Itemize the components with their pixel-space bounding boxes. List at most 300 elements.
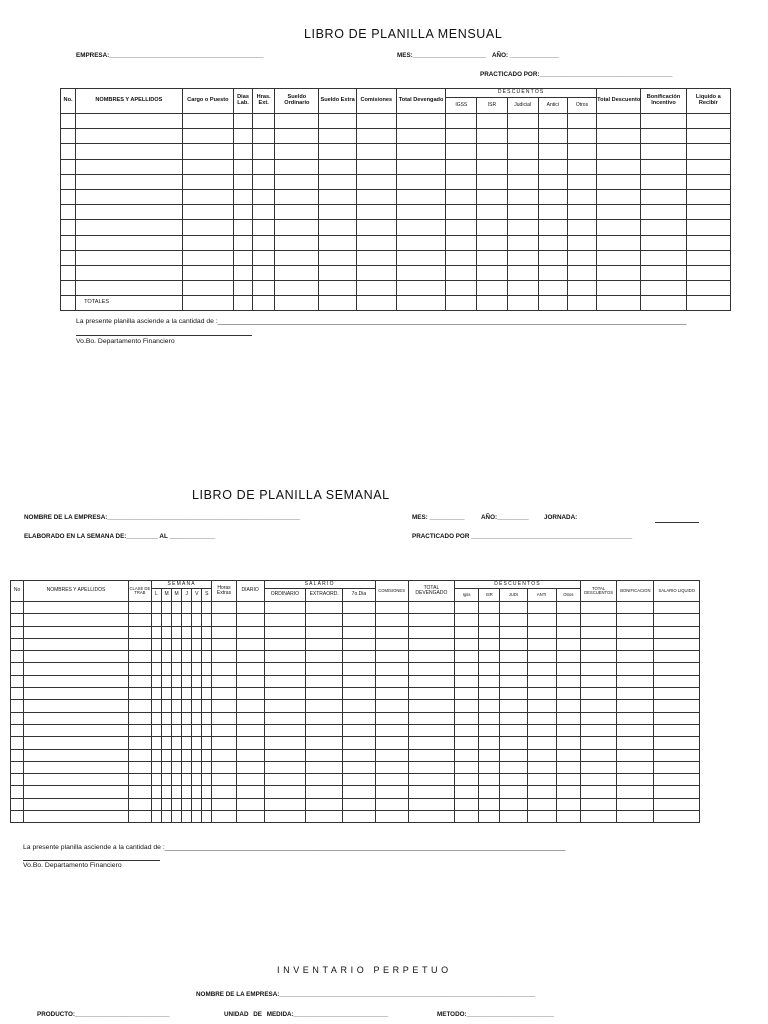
mensual-anio-field[interactable]: AÑO: ______________ xyxy=(492,52,559,59)
table-cell[interactable] xyxy=(182,114,233,129)
table-cell[interactable] xyxy=(500,638,527,650)
table-cell[interactable] xyxy=(151,626,161,638)
table-cell[interactable] xyxy=(234,205,253,220)
table-cell[interactable] xyxy=(275,220,319,235)
table-cell[interactable] xyxy=(234,281,253,296)
table-cell[interactable] xyxy=(408,651,454,663)
table-cell[interactable] xyxy=(686,235,730,250)
table-cell[interactable] xyxy=(24,786,129,798)
table-cell[interactable] xyxy=(182,614,192,626)
table-cell[interactable] xyxy=(319,250,356,265)
table-cell[interactable] xyxy=(162,663,172,675)
table-cell[interactable] xyxy=(343,626,375,638)
table-cell[interactable] xyxy=(162,700,172,712)
table-cell[interactable] xyxy=(182,220,233,235)
table-cell[interactable] xyxy=(162,651,172,663)
table-cell[interactable] xyxy=(24,626,129,638)
table-cell[interactable] xyxy=(76,189,183,204)
table-cell[interactable] xyxy=(375,638,408,650)
table-cell[interactable] xyxy=(24,688,129,700)
table-cell[interactable] xyxy=(162,749,172,761)
table-cell[interactable] xyxy=(455,724,479,736)
table-cell[interactable] xyxy=(686,144,730,159)
table-cell[interactable] xyxy=(597,220,641,235)
table-cell[interactable] xyxy=(61,265,76,280)
table-cell[interactable] xyxy=(375,651,408,663)
table-cell[interactable] xyxy=(11,675,24,687)
table-cell[interactable] xyxy=(597,114,641,129)
table-cell[interactable] xyxy=(527,614,556,626)
table-cell[interactable] xyxy=(172,786,182,798)
table-cell[interactable] xyxy=(408,798,454,810)
table-cell[interactable] xyxy=(172,602,182,614)
table-cell[interactable] xyxy=(641,159,686,174)
table-cell[interactable] xyxy=(128,811,151,823)
table-cell[interactable] xyxy=(11,761,24,773)
table-cell[interactable] xyxy=(654,798,700,810)
table-cell[interactable] xyxy=(264,688,305,700)
table-cell[interactable] xyxy=(343,712,375,724)
table-cell[interactable] xyxy=(162,737,172,749)
table-cell[interactable] xyxy=(507,144,538,159)
table-cell[interactable] xyxy=(61,281,76,296)
table-cell[interactable] xyxy=(61,114,76,129)
table-cell[interactable] xyxy=(538,235,567,250)
table-cell[interactable] xyxy=(597,189,641,204)
table-cell[interactable] xyxy=(617,638,654,650)
table-cell[interactable] xyxy=(580,712,616,724)
table-cell[interactable] xyxy=(264,786,305,798)
table-cell[interactable] xyxy=(654,700,700,712)
table-cell[interactable] xyxy=(319,129,356,144)
table-cell[interactable] xyxy=(580,700,616,712)
table-cell[interactable] xyxy=(567,129,596,144)
table-cell[interactable] xyxy=(343,749,375,761)
table-cell[interactable] xyxy=(455,700,479,712)
table-cell[interactable] xyxy=(182,712,192,724)
table-cell[interactable] xyxy=(264,663,305,675)
table-cell[interactable] xyxy=(455,811,479,823)
table-cell[interactable] xyxy=(375,774,408,786)
table-cell[interactable] xyxy=(556,614,580,626)
table-cell[interactable] xyxy=(500,724,527,736)
table-cell[interactable] xyxy=(192,712,202,724)
table-cell[interactable] xyxy=(212,638,236,650)
table-cell[interactable] xyxy=(253,250,275,265)
table-cell[interactable] xyxy=(236,614,264,626)
table-cell[interactable] xyxy=(76,235,183,250)
table-cell[interactable] xyxy=(192,811,202,823)
table-cell[interactable] xyxy=(477,265,507,280)
table-cell[interactable] xyxy=(396,144,445,159)
table-cell[interactable] xyxy=(375,798,408,810)
table-cell[interactable] xyxy=(319,114,356,129)
table-cell[interactable] xyxy=(356,159,396,174)
table-cell[interactable] xyxy=(24,712,129,724)
table-cell[interactable] xyxy=(375,749,408,761)
table-cell[interactable] xyxy=(24,774,129,786)
table-cell[interactable] xyxy=(192,786,202,798)
table-cell[interactable] xyxy=(343,602,375,614)
table-cell[interactable] xyxy=(597,235,641,250)
table-cell[interactable] xyxy=(306,638,343,650)
table-cell[interactable] xyxy=(162,798,172,810)
table-cell[interactable] xyxy=(128,651,151,663)
table-cell[interactable] xyxy=(76,250,183,265)
table-cell[interactable] xyxy=(538,220,567,235)
table-cell[interactable] xyxy=(538,174,567,189)
table-cell[interactable] xyxy=(527,737,556,749)
table-cell[interactable] xyxy=(128,638,151,650)
table-cell[interactable] xyxy=(172,774,182,786)
table-cell[interactable] xyxy=(76,205,183,220)
table-cell[interactable] xyxy=(507,250,538,265)
table-cell[interactable] xyxy=(128,614,151,626)
mensual-mes-field[interactable]: MES:_____________________ xyxy=(397,52,487,59)
table-cell[interactable] xyxy=(192,700,202,712)
table-cell[interactable] xyxy=(61,129,76,144)
table-cell[interactable] xyxy=(343,651,375,663)
table-cell[interactable] xyxy=(172,749,182,761)
table-cell[interactable] xyxy=(654,626,700,638)
table-cell[interactable] xyxy=(11,626,24,638)
table-cell[interactable] xyxy=(172,626,182,638)
table-cell[interactable] xyxy=(172,700,182,712)
mensual-empresa-field[interactable]: EMPRESA:____________________________________________ xyxy=(76,52,264,59)
table-cell[interactable] xyxy=(527,700,556,712)
table-cell[interactable] xyxy=(172,811,182,823)
table-cell[interactable] xyxy=(641,205,686,220)
table-cell[interactable] xyxy=(455,712,479,724)
table-cell[interactable] xyxy=(556,638,580,650)
table-cell[interactable] xyxy=(567,265,596,280)
table-cell[interactable] xyxy=(455,749,479,761)
table-cell[interactable] xyxy=(556,675,580,687)
table-cell[interactable] xyxy=(527,638,556,650)
table-cell[interactable] xyxy=(11,724,24,736)
table-cell[interactable] xyxy=(641,144,686,159)
table-cell[interactable] xyxy=(234,144,253,159)
table-cell[interactable] xyxy=(236,724,264,736)
table-cell[interactable] xyxy=(76,129,183,144)
table-cell[interactable] xyxy=(375,700,408,712)
table-cell[interactable] xyxy=(617,700,654,712)
table-cell[interactable] xyxy=(234,189,253,204)
table-cell[interactable] xyxy=(479,774,500,786)
table-cell[interactable] xyxy=(275,235,319,250)
table-cell[interactable] xyxy=(182,129,233,144)
table-cell[interactable] xyxy=(11,786,24,798)
semanal-jornada-field[interactable]: JORNADA: xyxy=(544,514,578,521)
table-cell[interactable] xyxy=(538,265,567,280)
table-cell[interactable] xyxy=(192,663,202,675)
table-cell[interactable] xyxy=(182,638,192,650)
table-cell[interactable] xyxy=(234,250,253,265)
table-cell[interactable] xyxy=(396,129,445,144)
table-cell[interactable] xyxy=(580,651,616,663)
table-cell[interactable] xyxy=(61,189,76,204)
table-cell[interactable] xyxy=(202,626,212,638)
table-cell[interactable] xyxy=(202,798,212,810)
table-cell[interactable] xyxy=(597,174,641,189)
table-cell[interactable] xyxy=(343,761,375,773)
table-cell[interactable] xyxy=(162,626,172,638)
table-cell[interactable] xyxy=(306,774,343,786)
table-cell[interactable] xyxy=(275,144,319,159)
table-cell[interactable] xyxy=(556,712,580,724)
table-cell[interactable] xyxy=(24,700,129,712)
table-cell[interactable] xyxy=(212,626,236,638)
table-cell[interactable] xyxy=(24,737,129,749)
table-cell[interactable] xyxy=(264,774,305,786)
table-cell[interactable] xyxy=(446,250,477,265)
table-cell[interactable] xyxy=(408,602,454,614)
table-cell[interactable] xyxy=(11,638,24,650)
table-cell[interactable] xyxy=(686,220,730,235)
table-cell[interactable] xyxy=(477,114,507,129)
table-cell[interactable] xyxy=(76,174,183,189)
table-cell[interactable] xyxy=(567,114,596,129)
table-cell[interactable] xyxy=(172,798,182,810)
table-cell[interactable] xyxy=(375,602,408,614)
table-cell[interactable] xyxy=(654,712,700,724)
table-cell[interactable] xyxy=(507,114,538,129)
table-cell[interactable] xyxy=(162,688,172,700)
table-cell[interactable] xyxy=(617,626,654,638)
table-cell[interactable] xyxy=(567,281,596,296)
table-cell[interactable] xyxy=(236,638,264,650)
table-cell[interactable] xyxy=(500,761,527,773)
table-cell[interactable] xyxy=(192,602,202,614)
table-cell[interactable] xyxy=(597,250,641,265)
table-cell[interactable] xyxy=(172,712,182,724)
table-cell[interactable] xyxy=(275,205,319,220)
table-cell[interactable] xyxy=(182,737,192,749)
table-cell[interactable] xyxy=(477,281,507,296)
table-cell[interactable] xyxy=(172,761,182,773)
table-cell[interactable] xyxy=(192,688,202,700)
table-cell[interactable] xyxy=(76,159,183,174)
table-cell[interactable] xyxy=(527,626,556,638)
table-cell[interactable] xyxy=(527,761,556,773)
table-cell[interactable] xyxy=(264,651,305,663)
table-cell[interactable] xyxy=(567,144,596,159)
table-cell[interactable] xyxy=(356,189,396,204)
table-cell[interactable] xyxy=(477,220,507,235)
table-cell[interactable] xyxy=(527,688,556,700)
table-cell[interactable] xyxy=(61,235,76,250)
table-cell[interactable] xyxy=(617,663,654,675)
table-cell[interactable] xyxy=(567,205,596,220)
table-cell[interactable] xyxy=(617,749,654,761)
table-cell[interactable] xyxy=(597,144,641,159)
table-cell[interactable] xyxy=(375,688,408,700)
table-cell[interactable] xyxy=(686,281,730,296)
table-cell[interactable] xyxy=(151,675,161,687)
table-cell[interactable] xyxy=(182,663,192,675)
table-cell[interactable] xyxy=(264,724,305,736)
table-cell[interactable] xyxy=(24,761,129,773)
table-cell[interactable] xyxy=(275,114,319,129)
table-cell[interactable] xyxy=(275,129,319,144)
table-cell[interactable] xyxy=(375,614,408,626)
table-cell[interactable] xyxy=(253,174,275,189)
table-cell[interactable] xyxy=(253,235,275,250)
table-cell[interactable] xyxy=(151,761,161,773)
table-cell[interactable] xyxy=(500,602,527,614)
table-cell[interactable] xyxy=(253,205,275,220)
table-cell[interactable] xyxy=(375,737,408,749)
table-cell[interactable] xyxy=(375,786,408,798)
table-cell[interactable] xyxy=(11,602,24,614)
table-cell[interactable] xyxy=(151,638,161,650)
table-cell[interactable] xyxy=(11,700,24,712)
table-cell[interactable] xyxy=(275,265,319,280)
table-cell[interactable] xyxy=(24,602,129,614)
table-cell[interactable] xyxy=(507,220,538,235)
table-cell[interactable] xyxy=(408,626,454,638)
table-cell[interactable] xyxy=(24,675,129,687)
table-cell[interactable] xyxy=(11,614,24,626)
table-cell[interactable] xyxy=(264,811,305,823)
table-cell[interactable] xyxy=(264,602,305,614)
table-cell[interactable] xyxy=(527,749,556,761)
table-cell[interactable] xyxy=(182,602,192,614)
table-cell[interactable] xyxy=(182,250,233,265)
table-cell[interactable] xyxy=(500,626,527,638)
table-cell[interactable] xyxy=(192,614,202,626)
table-cell[interactable] xyxy=(408,774,454,786)
table-cell[interactable] xyxy=(202,688,212,700)
table-cell[interactable] xyxy=(192,774,202,786)
table-cell[interactable] xyxy=(202,811,212,823)
table-cell[interactable] xyxy=(192,626,202,638)
table-cell[interactable] xyxy=(617,786,654,798)
table-cell[interactable] xyxy=(455,786,479,798)
table-cell[interactable] xyxy=(408,700,454,712)
table-cell[interactable] xyxy=(597,205,641,220)
table-cell[interactable] xyxy=(580,737,616,749)
table-cell[interactable] xyxy=(182,144,233,159)
table-cell[interactable] xyxy=(319,281,356,296)
table-cell[interactable] xyxy=(507,281,538,296)
table-cell[interactable] xyxy=(556,786,580,798)
table-cell[interactable] xyxy=(507,129,538,144)
table-cell[interactable] xyxy=(151,700,161,712)
table-cell[interactable] xyxy=(76,144,183,159)
table-cell[interactable] xyxy=(202,614,212,626)
table-cell[interactable] xyxy=(172,663,182,675)
table-cell[interactable] xyxy=(212,761,236,773)
table-cell[interactable] xyxy=(202,774,212,786)
table-cell[interactable] xyxy=(306,712,343,724)
table-cell[interactable] xyxy=(500,651,527,663)
table-cell[interactable] xyxy=(24,724,129,736)
table-cell[interactable] xyxy=(182,724,192,736)
table-cell[interactable] xyxy=(686,129,730,144)
table-cell[interactable] xyxy=(76,114,183,129)
table-cell[interactable] xyxy=(500,786,527,798)
mensual-practicado-field[interactable]: PRACTICADO POR:______________________________________ xyxy=(480,71,673,78)
table-cell[interactable] xyxy=(446,220,477,235)
table-cell[interactable] xyxy=(202,712,212,724)
table-cell[interactable] xyxy=(479,737,500,749)
table-cell[interactable] xyxy=(617,798,654,810)
table-cell[interactable] xyxy=(151,614,161,626)
table-cell[interactable] xyxy=(151,798,161,810)
table-cell[interactable] xyxy=(641,189,686,204)
table-cell[interactable] xyxy=(654,663,700,675)
table-cell[interactable] xyxy=(527,663,556,675)
table-cell[interactable] xyxy=(455,761,479,773)
table-cell[interactable] xyxy=(356,265,396,280)
table-cell[interactable] xyxy=(236,798,264,810)
table-cell[interactable] xyxy=(11,712,24,724)
table-cell[interactable] xyxy=(306,614,343,626)
table-cell[interactable] xyxy=(182,811,192,823)
table-cell[interactable] xyxy=(24,663,129,675)
table-cell[interactable] xyxy=(24,651,129,663)
table-cell[interactable] xyxy=(375,663,408,675)
table-cell[interactable] xyxy=(617,602,654,614)
table-cell[interactable] xyxy=(556,749,580,761)
table-cell[interactable] xyxy=(182,688,192,700)
table-cell[interactable] xyxy=(500,688,527,700)
table-cell[interactable] xyxy=(641,129,686,144)
table-cell[interactable] xyxy=(151,749,161,761)
table-cell[interactable] xyxy=(446,189,477,204)
table-cell[interactable] xyxy=(306,663,343,675)
table-cell[interactable] xyxy=(580,688,616,700)
table-cell[interactable] xyxy=(580,749,616,761)
table-cell[interactable] xyxy=(151,737,161,749)
table-cell[interactable] xyxy=(236,761,264,773)
table-cell[interactable] xyxy=(306,700,343,712)
table-cell[interactable] xyxy=(356,281,396,296)
table-cell[interactable] xyxy=(686,114,730,129)
table-cell[interactable] xyxy=(182,786,192,798)
table-cell[interactable] xyxy=(212,688,236,700)
table-cell[interactable] xyxy=(641,281,686,296)
table-cell[interactable] xyxy=(182,281,233,296)
table-cell[interactable] xyxy=(128,700,151,712)
table-cell[interactable] xyxy=(234,235,253,250)
table-cell[interactable] xyxy=(477,205,507,220)
table-cell[interactable] xyxy=(253,265,275,280)
table-cell[interactable] xyxy=(319,235,356,250)
table-cell[interactable] xyxy=(236,688,264,700)
table-cell[interactable] xyxy=(538,281,567,296)
table-cell[interactable] xyxy=(580,761,616,773)
table-cell[interactable] xyxy=(212,811,236,823)
table-cell[interactable] xyxy=(500,675,527,687)
table-cell[interactable] xyxy=(202,651,212,663)
table-cell[interactable] xyxy=(455,638,479,650)
table-cell[interactable] xyxy=(128,675,151,687)
table-cell[interactable] xyxy=(264,626,305,638)
table-cell[interactable] xyxy=(236,700,264,712)
table-cell[interactable] xyxy=(580,798,616,810)
table-cell[interactable] xyxy=(162,786,172,798)
table-cell[interactable] xyxy=(343,700,375,712)
table-cell[interactable] xyxy=(264,700,305,712)
table-cell[interactable] xyxy=(306,626,343,638)
table-cell[interactable] xyxy=(375,675,408,687)
table-cell[interactable] xyxy=(182,205,233,220)
table-cell[interactable] xyxy=(172,614,182,626)
table-cell[interactable] xyxy=(446,281,477,296)
table-cell[interactable] xyxy=(556,688,580,700)
